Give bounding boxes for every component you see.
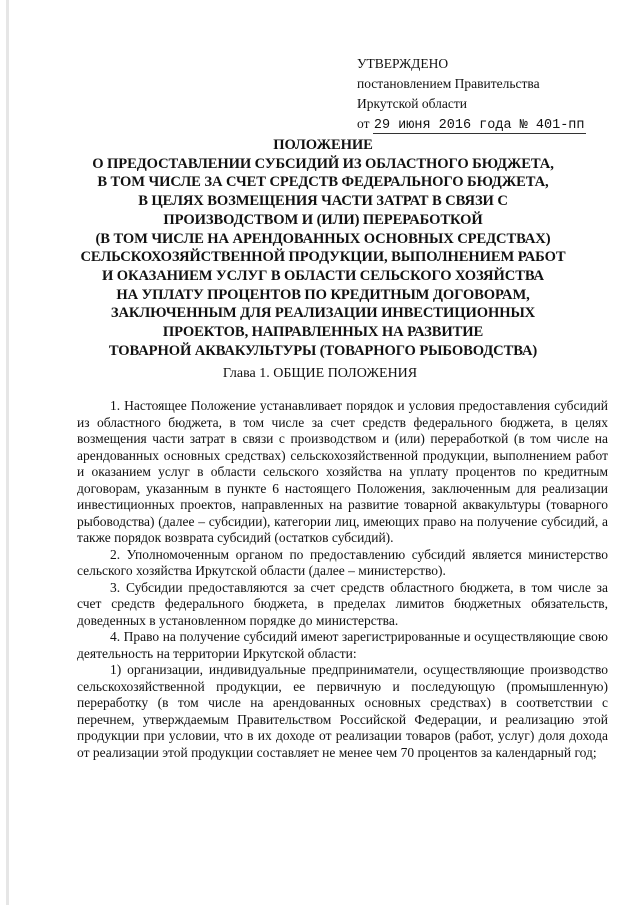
title-line: СЕЛЬСКОХОЗЯЙСТВЕННОЙ ПРОДУКЦИИ, ВЫПОЛНЕНИЕМ РАБОТ bbox=[80, 249, 566, 266]
title-line: ЗАКЛЮЧЕННЫМ ДЛЯ РЕАЛИЗАЦИИ ИНВЕСТИЦИОННЫХ bbox=[110, 305, 536, 322]
title-line: (В ТОМ ЧИСЛЕ НА АРЕНДОВАННЫХ ОСНОВНЫХ СРЕДСТВАХ) bbox=[95, 230, 551, 247]
approval-region: Иркутской области bbox=[357, 96, 468, 111]
approval-heading: УТВЕРЖДЕНО bbox=[357, 56, 449, 71]
title-line: ПРОИЗВОДСТВОМ И (ИЛИ) ПЕРЕРАБОТКОЙ bbox=[163, 211, 483, 228]
title-line: ПОЛОЖЕНИЕ bbox=[273, 137, 373, 153]
paragraph-4: 4. Право на получение субсидий имеют зарегистрированные и осуществляющие свою деятельность на территории Иркутской области: bbox=[77, 629, 608, 661]
approval-block bbox=[357, 54, 586, 136]
approval-resolution: постановлением Правительства bbox=[357, 76, 540, 91]
document-title bbox=[70, 136, 576, 360]
approval-date-line bbox=[357, 114, 586, 136]
paragraph-2: 2. Уполномоченным органом по предоставлению субсидий является министерство сельского хозяйства Иркутской области (далее – министерство). bbox=[77, 546, 608, 578]
title-line: О ПРЕДОСТАВЛЕНИИ СУБСИДИЙ ИЗ ОБЛАСТНОГО БЮДЖЕТА, bbox=[92, 155, 554, 172]
title-line: И ОКАЗАНИЕМ УСЛУГ В ОБЛАСТИ СЕЛЬСКОГО ХОЗЯЙСТВА bbox=[102, 267, 544, 284]
title-line: В ТОМ ЧИСЛЕ ЗА СЧЕТ СРЕДСТВ ФЕДЕРАЛЬНОГО БЮДЖЕТА, bbox=[97, 174, 549, 191]
scan-edge bbox=[6, 0, 9, 905]
approval-date-stamp: 29 июня 2016 года № 401-пп bbox=[373, 118, 585, 133]
document-body bbox=[77, 398, 608, 761]
paragraph-1: 1. Настоящее Положение устанавливает порядок и условия предоставления субсидий из областного бюджета, в том числе за счет средств федерального бюджета, в целях возмещения части затрат в связи с производством и (или) переработкой (в том числе на арендованных основных средствах) сельскохозяйственной продукции, выполнением работ и оказанием услуг в области сельского хозяйства на уплату процентов по кредитным договорам, указанным в пункте 6 настоящего Положения, заключенным для реализации инвестиционных проектов, направленных на развитие товарной аквакультуры (товарного рыбоводства) (далее – субсидии), категории лиц, имеющих право на получение субсидий, а также порядок возврата субсидий (остатков субсидий). bbox=[77, 398, 608, 545]
paragraph-4-item-1: 1) организации, индивидуальные предприниматели, осуществляющие производство сельскохозяйственной продукции, ее первичную и последующую (промышленную) переработку (в том числе на арендованных основных средствах) в соответствии с перечнем, утверждаемым Правительством Российской Федерации, и реализацию этой продукции при условии, что в их доходе от реализации товаров (работ, услуг) доля дохода от реализации этой продукции составляет не менее чем 70 процентов за календарный год; bbox=[77, 662, 608, 760]
title-line: В ЦЕЛЯХ ВОЗМЕЩЕНИЯ ЧАСТИ ЗАТРАТ В СВЯЗИ С bbox=[138, 193, 508, 210]
title-line: ПРОЕКТОВ, НАПРАВЛЕННЫХ НА РАЗВИТИЕ bbox=[162, 324, 484, 341]
chapter-heading: Глава 1. ОБЩИЕ ПОЛОЖЕНИЯ bbox=[222, 366, 418, 381]
title-line: ТОВАРНОЙ АКВАКУЛЬТУРЫ (ТОВАРНОГО РЫБОВОДСТВА) bbox=[108, 342, 538, 359]
approval-date-prefix: от bbox=[357, 116, 370, 131]
paragraph-3: 3. Субсидии предоставляются за счет средств областного бюджета, в том числе за счет средств федерального бюджета, в пределах лимитов бюджетных обязательств, доведенных в установленном порядке до министерства. bbox=[77, 579, 608, 628]
title-line: НА УПЛАТУ ПРОЦЕНТОВ ПО КРЕДИТНЫМ ДОГОВОРАМ, bbox=[116, 286, 530, 303]
